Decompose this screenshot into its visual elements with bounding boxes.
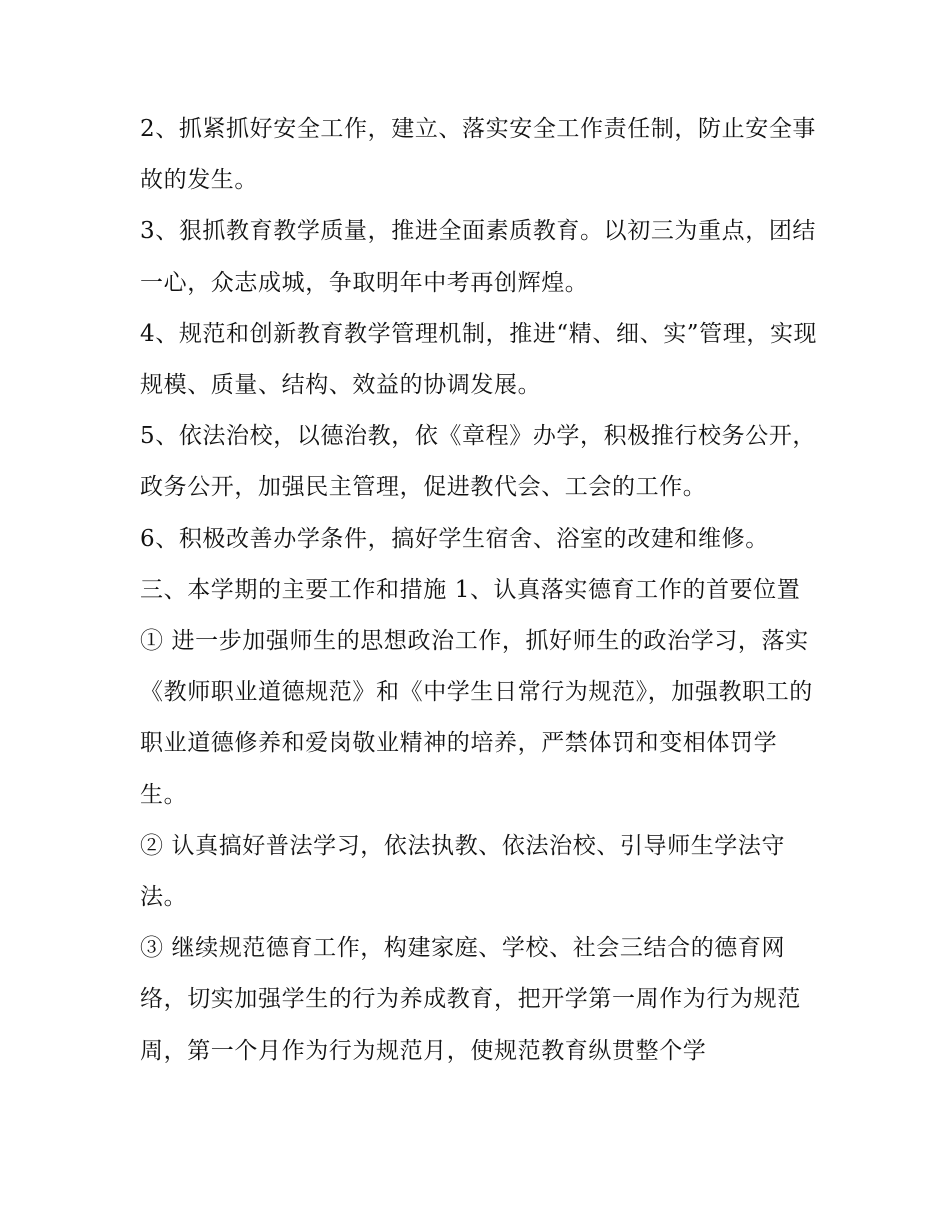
document-body — [140, 104, 820, 1077]
paragraph-conditions: 6、积极改善办学条件，搞好学生宿舍、浴室的改建和维修。 — [140, 525, 769, 552]
list-item-1: ① 进一步加强师生的思想政治工作，抓好师生的政治学习，落实《教师职业道德规范》和《中学生日常行为规范》，加强教职工的职业道德修养和爱岗敬业精神的培养，严禁体罚和变相体罚学生。 — [140, 628, 813, 808]
paragraph-management: 4、规范和创新教育教学管理机制，推进“精、细、实”管理，实现规模、质量、结构、效益的协调发展。 — [140, 320, 818, 399]
list-item-2: ② 认真搞好普法学习，依法执教、依法治校、引导师生学法守法。 — [140, 832, 786, 911]
section-heading-main-work: 三、本学期的主要工作和措施 1、认真落实德育工作的首要位置 — [140, 576, 801, 603]
paragraph-rule-of-law: 5、依法治校，以德治教，依《章程》办学，积极推行校务公开，政务公开，加强民主管理，促进教代会、工会的工作。 — [140, 423, 817, 501]
list-item-3: ③ 继续规范德育工作，构建家庭、学校、社会三结合的德育网络，切实加强学生的行为养成教育，把开学第一周作为行为规范周，第一个月作为行为规范月，使规范教育纵贯整个学 — [140, 935, 801, 1064]
paragraph-safety: 2、抓紧抓好安全工作，建立、落实安全工作责任制，防止安全事故的发生。 — [140, 116, 817, 194]
paragraph-quality: 3、狠抓教育教学质量，推进全面素质教育。以初三为重点，团结一心，众志成城，争取明年中考再创辉煌。 — [140, 218, 817, 296]
